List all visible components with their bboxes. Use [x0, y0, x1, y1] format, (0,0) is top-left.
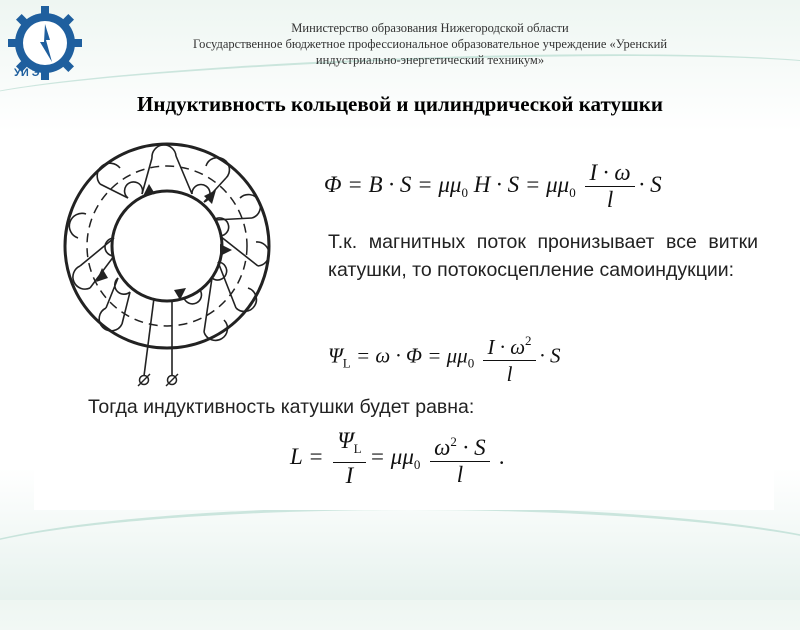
flux-formula-lhs: Φ = B · S = μμ	[324, 171, 462, 197]
flux-formula-sub0: 0	[461, 184, 468, 200]
flux-linkage-lhs: Ψ	[328, 343, 343, 368]
inductance-num2-tail: · S	[462, 435, 486, 460]
flux-formula-mid: H · S = μμ	[467, 171, 570, 197]
inductance-num2: ω	[434, 435, 451, 460]
flux-linkage-sub-l: L	[342, 355, 351, 371]
flux-formula	[324, 160, 662, 213]
flux-linkage-denominator: l	[506, 362, 513, 386]
inductance-intro: Тогда индуктивность катушки будет равна:	[88, 396, 475, 418]
flux-linkage-sub0: 0	[467, 355, 475, 371]
decor-swoosh-bottom	[0, 507, 800, 630]
institution-header	[110, 20, 750, 68]
inductance-sub-l: L	[353, 441, 362, 456]
logo-text: УИ ЭТ	[14, 67, 47, 79]
inductance-num1: Ψ	[337, 428, 354, 453]
inductance-end: .	[499, 443, 506, 469]
flux-formula-sub1: 0	[569, 184, 576, 200]
flux-linkage-tail: · S	[539, 343, 561, 368]
inductance-den2: l	[456, 462, 464, 487]
slide-title: Индуктивность кольцевой и цилиндрической катушки	[137, 92, 663, 116]
inductance-den1: I	[345, 463, 354, 488]
flux-formula-tail: · S	[638, 171, 662, 197]
flux-linkage-numerator: I · ω	[487, 335, 526, 359]
header-line-3: индустриально-энергетический техникум»	[315, 53, 545, 67]
inductance-fraction-1	[333, 428, 365, 489]
header-line-1: Министерство образования Нижегородской области	[291, 21, 569, 35]
inductance-formula	[290, 428, 505, 489]
inductance-sup: 2	[450, 434, 457, 449]
inductance-fraction-2	[430, 429, 490, 488]
flux-formula-fraction	[585, 160, 634, 213]
college-logo	[6, 4, 84, 82]
header-line-2: Государственное бюджетное профессиональное образовательное учреждение «Уренский	[192, 37, 668, 51]
flux-linkage-mid: = ω · Φ = μμ	[350, 343, 468, 368]
flux-linkage-sup: 2	[525, 333, 532, 348]
flux-formula-numerator: I · ω	[585, 160, 634, 187]
inductance-lhs: L =	[290, 443, 324, 469]
inductance-sub0: 0	[413, 456, 421, 472]
inductance-mid: = μμ	[369, 443, 414, 469]
flux-formula-denominator: l	[606, 187, 614, 212]
flux-linkage-explanation: Т.к. магнитных поток пронизывает все витки катушки, то потокосцепление самоиндукции:	[328, 231, 758, 281]
toroid-coil-diagram	[34, 138, 304, 398]
flux-linkage-formula	[328, 328, 561, 387]
flux-linkage-fraction	[483, 328, 535, 387]
